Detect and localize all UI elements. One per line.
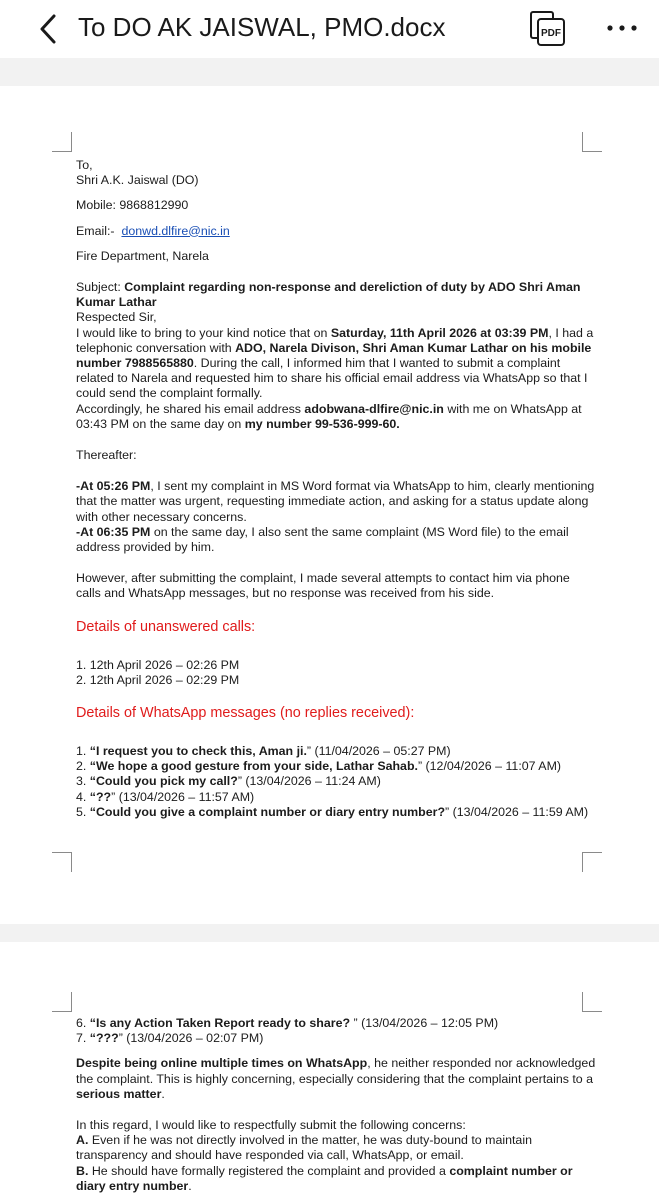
crop-mark: [52, 992, 72, 1012]
list-item: 2. 12th April 2026 – 02:29 PM: [76, 672, 240, 687]
whatsapp-list-continued: [76, 1016, 596, 1046]
pdf-export-icon[interactable]: [528, 10, 568, 48]
list-item: 7. “???” (13/04/2026 – 02:07 PM): [76, 1031, 264, 1046]
letter-subject: [76, 280, 596, 310]
whatsapp-heading: Details of WhatsApp messages (no replies received):: [76, 705, 415, 722]
list-item: 2. “We hope a good gesture from your side, Lathar Sahab.” (12/04/2026 – 11:07 AM): [76, 759, 562, 774]
pdf-icon-label: PDF: [541, 28, 561, 39]
letter-email-line: [76, 224, 596, 239]
email-link[interactable]: donwd.dlfire@nic.in: [121, 223, 230, 238]
paragraph-5: However, after submitting the complaint, I made several attempts to contact him via phone calls and WhatsApp messages, but no response was received from his side.: [76, 571, 570, 601]
letter-body-continued: [76, 1016, 596, 1194]
letter-mobile: Mobile: 9868812990: [76, 198, 189, 213]
paragraph-6: Despite being online multiple times on WhatsApp, he neither responded nor acknowledged the complaint. This is highly concerning, especially considering that the complaint pertains to a serious matter.: [76, 1056, 596, 1101]
email-label: Email:-: [76, 223, 115, 238]
document-page-1[interactable]: [0, 86, 659, 924]
list-item: 3. “Could you pick my call?” (13/04/2026 – 11:24 AM): [76, 774, 381, 789]
document-page-2[interactable]: [0, 942, 659, 1200]
document-title: To DO AK JAISWAL, PMO.docx: [78, 12, 446, 42]
list-item: 6. “Is any Action Taken Report ready to share? ” (13/04/2026 – 12:05 PM): [76, 1016, 499, 1030]
list-item: 5. “Could you give a complaint number or diary entry number?” (13/04/2026 – 11:59 AM): [76, 804, 589, 819]
list-item: 1. 12th April 2026 – 02:26 PM: [76, 657, 240, 672]
letter-recipient: Shri A.K. Jaiswal (DO): [76, 173, 199, 188]
letter-department: Fire Department, Narela: [76, 248, 209, 263]
crop-mark: [582, 132, 602, 152]
list-item: 4. “??” (13/04/2026 – 11:57 AM): [76, 789, 255, 804]
crop-mark: [582, 992, 602, 1012]
crop-mark: [582, 852, 602, 872]
paragraph-7: In this regard, I would like to respectfully submit the following concerns:: [76, 1118, 466, 1133]
paragraph-2: Accordingly, he shared his email address adobwana-dlfire@nic.in with me on WhatsApp at 03:43 PM on the same day on my number 99-536-999-60.: [76, 401, 582, 431]
crop-mark: [52, 852, 72, 872]
calls-list: [76, 658, 596, 688]
subject-text: Complaint regarding non-response and dereliction of duty by ADO Shri Aman Kumar Lathar: [76, 280, 581, 310]
letter-body: [76, 158, 596, 820]
whatsapp-list: [76, 744, 596, 820]
paragraph-1: I would like to bring to your kind notice that on Saturday, 11th April 2026 at 03:39 PM, I had a telephonic conversation with ADO, Narela Divison, Shri Aman Kumar Lathar on his mobile number 7988565880. During the call, I informed him that I wanted to submit a complaint related to Narela and requested him to share his official email address via WhatsApp so that I could send the complaint formally.: [76, 325, 594, 401]
calls-heading: Details of unanswered calls:: [76, 618, 256, 635]
paragraph-3: -At 05:26 PM, I sent my complaint in MS Word format via WhatsApp to him, clearly mentioning that the matter was urgent, requesting immediate action, and asking for a status update along with other necessary concerns.: [76, 479, 595, 524]
list-item: 1. “I request you to check this, Aman ji.” (11/04/2026 – 05:27 PM): [76, 744, 451, 759]
app-header: [0, 0, 659, 58]
subject-label: Subject:: [76, 280, 121, 295]
paragraph-4: -At 06:35 PM on the same day, I also sent the same complaint (MS Word file) to the email address provided by him.: [76, 524, 569, 555]
crop-mark: [52, 132, 72, 152]
more-options-icon[interactable]: [604, 18, 640, 38]
letter-salutation: Respected Sir,: [76, 310, 157, 325]
concern-b: B. He should have formally registered the complaint and provided a complaint number or diary entry number.: [76, 1163, 573, 1193]
letter-to: To,: [76, 158, 93, 172]
concern-a: A. Even if he was not directly involved in the matter, he was duty-bound to maintain transparency and should have responded via call, WhatsApp, or email.: [76, 1133, 532, 1163]
thereafter-line: Thereafter:: [76, 448, 137, 463]
back-arrow-icon[interactable]: [34, 12, 64, 46]
